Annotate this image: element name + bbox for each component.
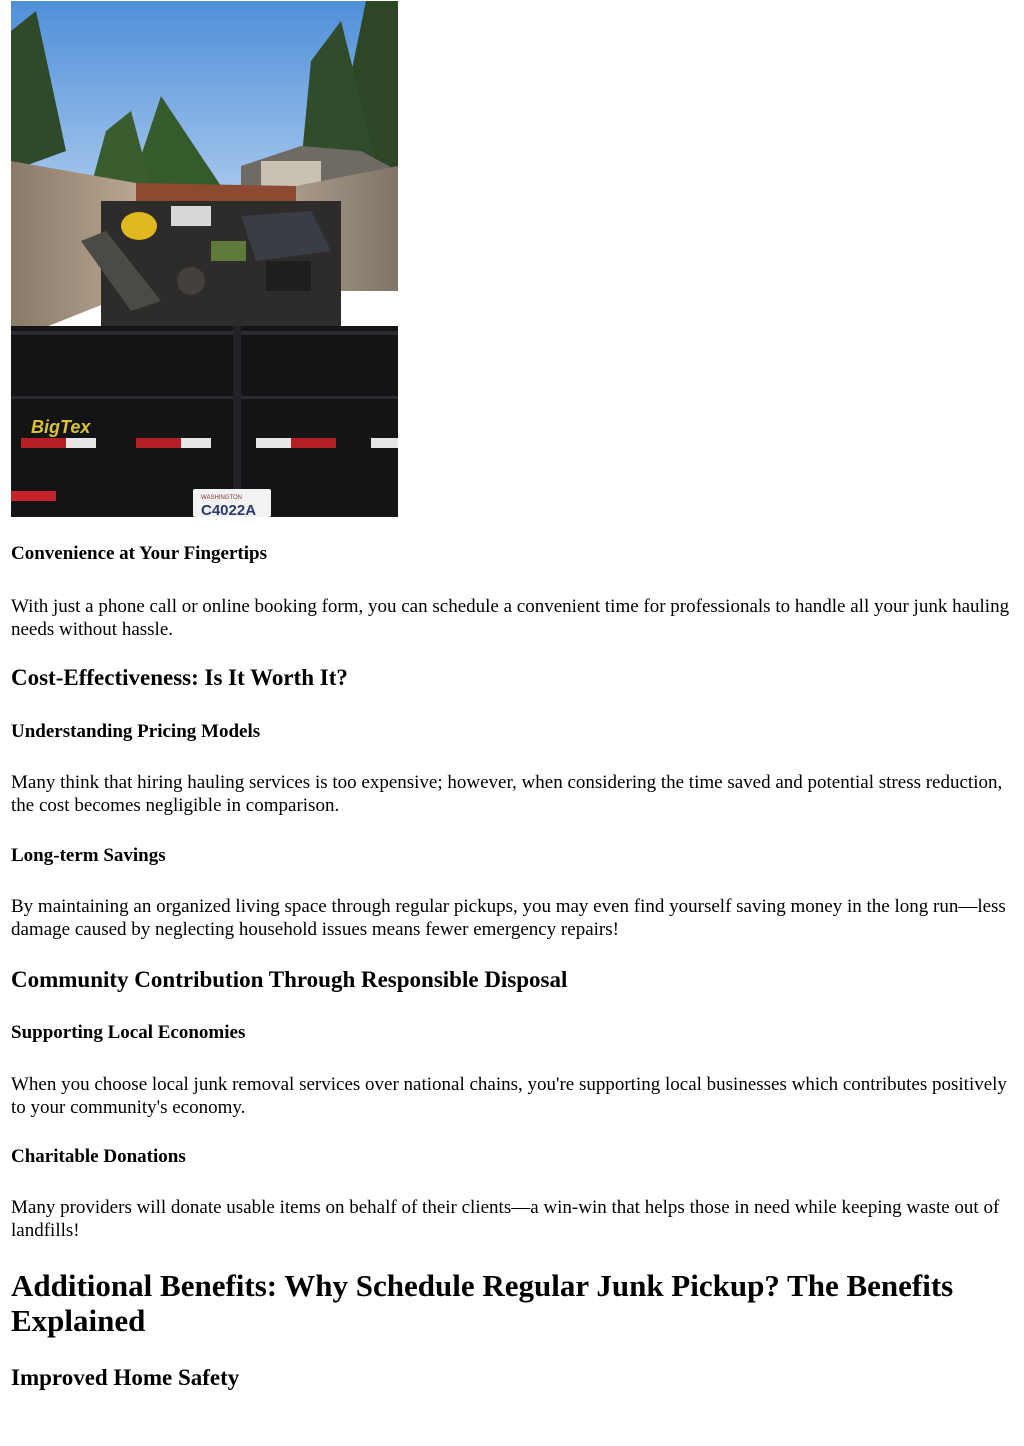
savings-heading: Long-term Savings bbox=[11, 845, 166, 866]
local-economies-heading: Supporting Local Economies bbox=[11, 1022, 246, 1043]
svg-text:BigTex: BigTex bbox=[31, 417, 91, 437]
savings-paragraph: By maintaining an organized living space through regular pickups, you may even find yourself saving money in the long run—less damage caused by neglecting household issues means fewer emergency repairs! bbox=[11, 896, 1006, 940]
local-economies-paragraph: When you choose local junk removal services over national chains, you're supporting local businesses which contributes positively to your community's economy. bbox=[11, 1074, 1007, 1118]
junk-trailer-photo bbox=[11, 1, 398, 517]
pricing-heading: Understanding Pricing Models bbox=[11, 721, 261, 742]
convenience-heading: Convenience at Your Fingertips bbox=[11, 543, 267, 564]
charity-heading: Charitable Donations bbox=[11, 1146, 186, 1167]
svg-text:C4022A: C4022A bbox=[201, 502, 257, 517]
home-safety-heading: Improved Home Safety bbox=[11, 1365, 240, 1390]
community-heading: Community Contribution Through Responsible Disposal bbox=[11, 967, 568, 992]
cost-heading: Cost-Effectiveness: Is It Worth It? bbox=[11, 665, 348, 690]
article bbox=[11, 0, 1013, 1390]
charity-paragraph: Many providers will donate usable items on behalf of their clients—a win-win that helps those in need while keeping waste out of landfills! bbox=[11, 1197, 1000, 1241]
svg-text:WASHINGTON: WASHINGTON bbox=[201, 495, 243, 501]
pricing-paragraph: Many think that hiring hauling services is too expensive; however, when considering the time saved and potential stress reduction, the cost becomes negligible in comparison. bbox=[11, 772, 1003, 816]
additional-benefits-heading: Additional Benefits: Why Schedule Regular Junk Pickup? The Benefits Explained bbox=[11, 1268, 954, 1338]
convenience-paragraph: With just a phone call or online booking form, you can schedule a convenient time for professionals to handle all your junk hauling needs without hassle. bbox=[11, 596, 1010, 640]
